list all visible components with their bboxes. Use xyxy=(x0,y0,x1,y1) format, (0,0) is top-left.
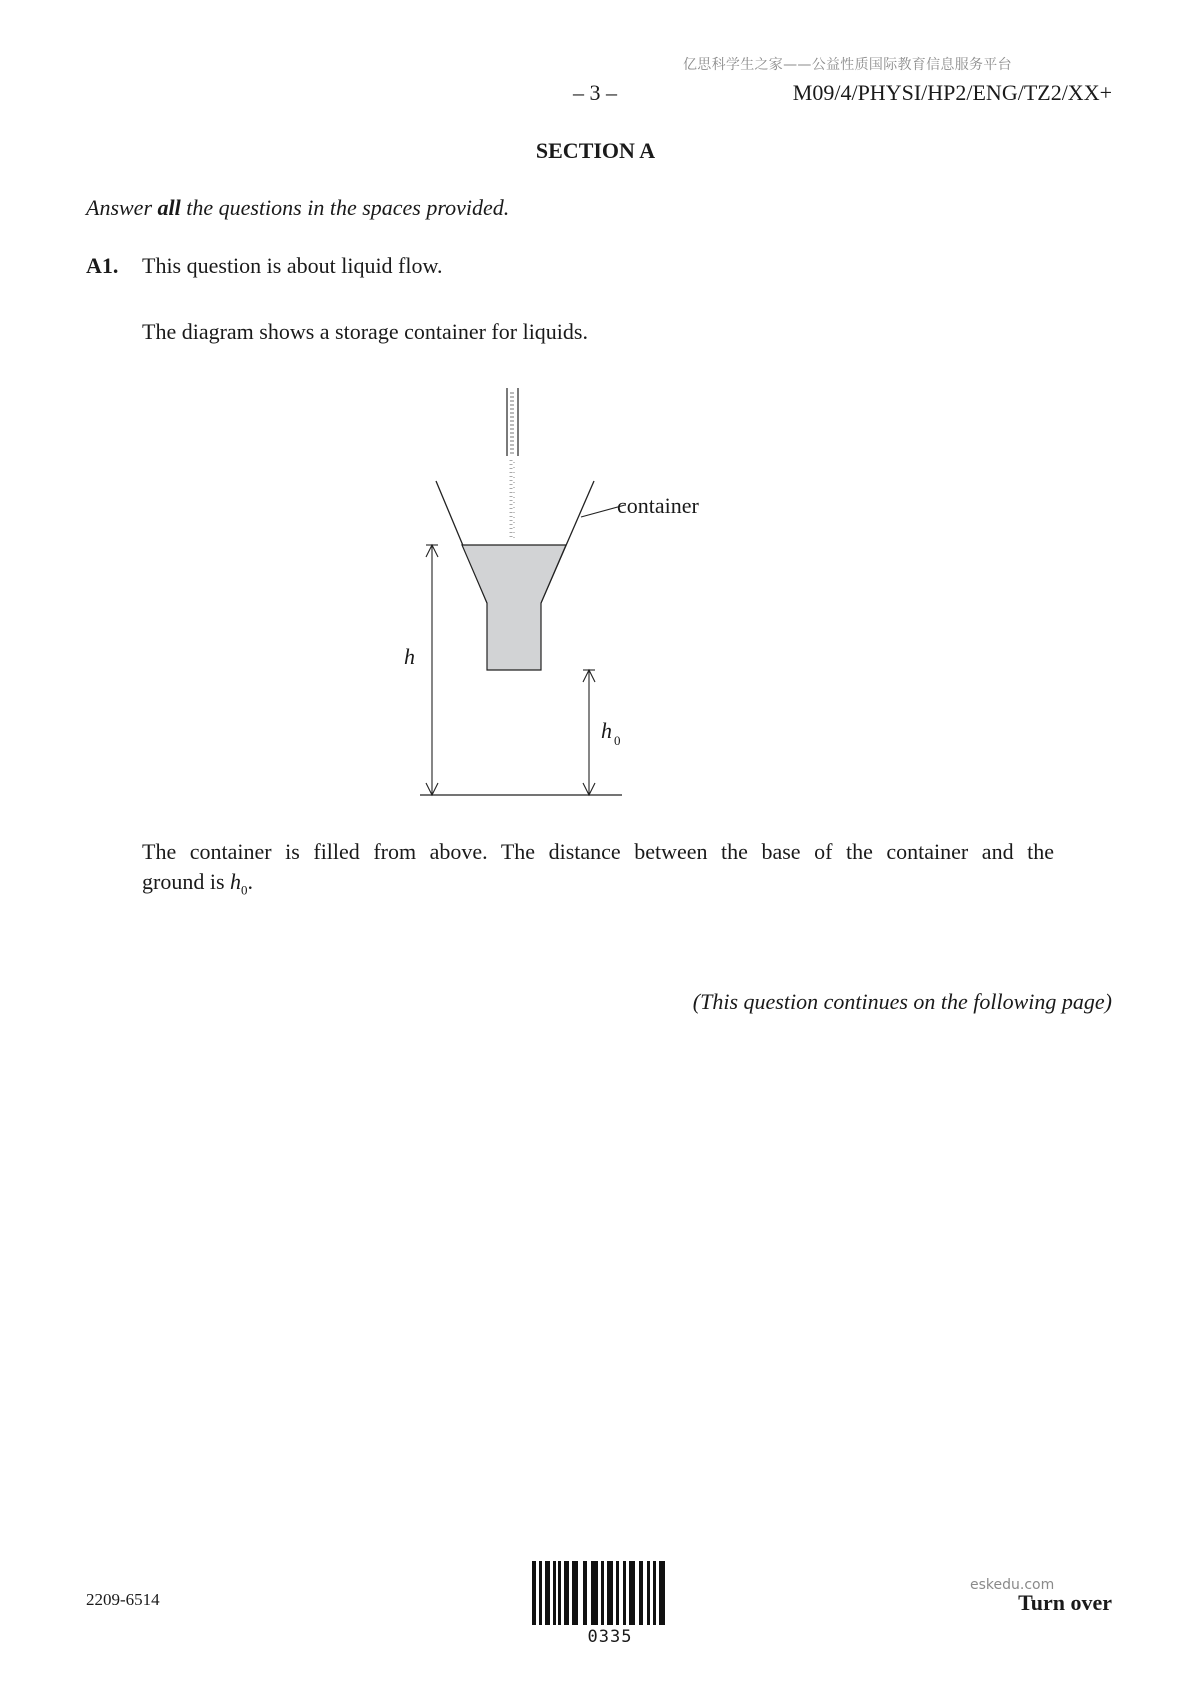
question-text: This question is about liquid flow. xyxy=(142,253,443,278)
section-title: SECTION A xyxy=(535,138,656,163)
body-paragraph xyxy=(142,837,1054,905)
footer-watermark: eskedu.com xyxy=(970,1577,1055,1593)
question-intro: The diagram shows a storage container for liquids. xyxy=(142,319,588,344)
footer-code: 2209-6514 xyxy=(86,1590,160,1609)
label-h0: h xyxy=(601,718,612,743)
header-watermark: 亿思科学生之家——公益性质国际教育信息服务平台 xyxy=(683,57,1012,73)
instructions: Answer all the questions in the spaces provided. xyxy=(86,195,510,220)
barcode-number: 0335 xyxy=(587,1627,633,1647)
height-h0-arrow xyxy=(583,670,595,795)
page-number: – 3 – xyxy=(573,80,617,105)
question-number: A1. xyxy=(86,253,119,278)
instruction-emphasis: all xyxy=(157,195,181,220)
height-h-arrow xyxy=(426,545,438,795)
paragraph-line-1: The container is filled from above. The distance between the base of the container and the xyxy=(142,839,1054,864)
continuation-note: (This question continues on the following page) xyxy=(692,989,1112,1014)
paragraph-line-2: ground is $h_0$. xyxy=(142,869,253,898)
label-h: h xyxy=(404,644,415,669)
barcode xyxy=(532,1561,665,1625)
liquid-stream xyxy=(511,460,514,540)
label-container: container xyxy=(617,493,699,518)
turn-over-label: Turn over xyxy=(1018,1590,1112,1615)
paper-code: M09/4/PHYSI/HP2/ENG/TZ2/XX+ xyxy=(792,80,1112,105)
label-h0-subscript: 0 xyxy=(614,733,621,748)
fill-pipe xyxy=(507,388,518,456)
liquid-fill xyxy=(462,545,566,670)
